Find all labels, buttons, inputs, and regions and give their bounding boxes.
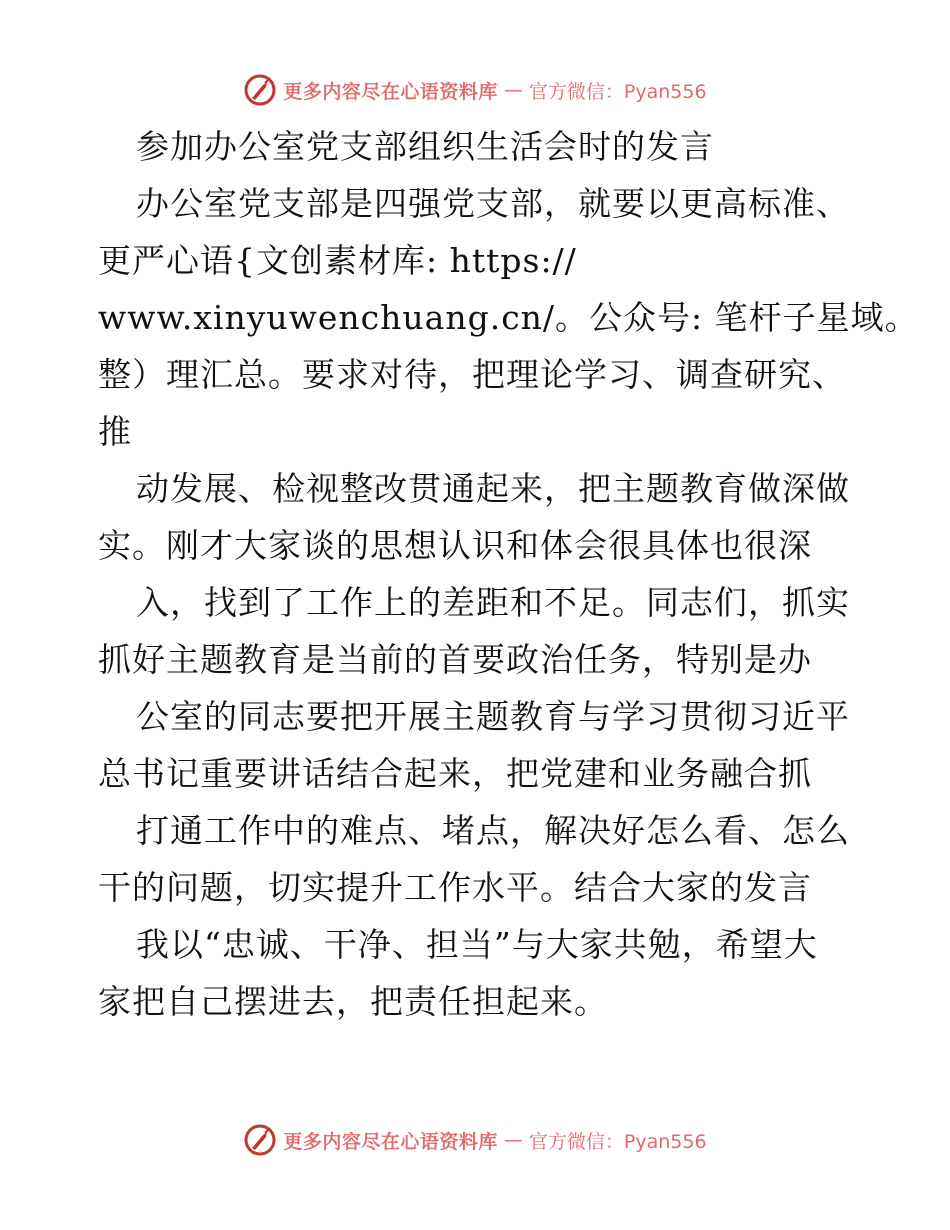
paragraph-line: 动发展、检视整改贯通起来，把主题教育做深做 <box>136 469 850 508</box>
header-watermark <box>0 70 950 110</box>
paragraph-line: 公室的同志要把开展主题教育与学习贯彻习近平 <box>136 697 850 736</box>
watermark-official-text: 官方微信：Pyan556 <box>528 1130 707 1153</box>
watermark-dash: — <box>503 79 523 101</box>
paragraph-line: 办公室党支部是四强党支部，就要以更高标准、 <box>136 184 850 223</box>
paragraph-line: 我以“忠诚、干净、担当”与大家共勉，希望大 <box>136 925 818 964</box>
paragraph-line: 实。刚才大家谈的思想认识和体会很具体也很深 <box>98 526 812 565</box>
paragraph-line: 打通工作中的难点、堵点，解决好怎么看、怎么 <box>136 811 850 850</box>
paragraph-line: 家把自己摆进去，把责任担起来。 <box>98 982 608 1021</box>
paragraph-line: 总书记重要讲话结合起来，把党建和业务融合抓 <box>98 754 812 793</box>
paragraph-line: 更严心语{文创素材库: https:// <box>98 241 577 280</box>
document-body <box>98 118 919 1030</box>
brand-logo-icon <box>243 73 277 107</box>
footer-watermark <box>0 1120 950 1160</box>
watermark-dash: — <box>503 1129 523 1151</box>
brand-logo-icon <box>243 1123 277 1157</box>
watermark-official-text: 官方微信：Pyan556 <box>528 80 707 103</box>
paragraph-line: 干的问题，切实提升工作水平。结合大家的发言 <box>98 868 812 907</box>
paragraph-line: www.xinyuwenchuang.cn/。公众号: 笔杆子星域。 <box>98 298 919 337</box>
paragraph-line: 入，找到了工作上的差距和不足。同志们，抓实 <box>136 583 850 622</box>
paragraph-line: 抓好主题教育是当前的首要政治任务，特别是办 <box>98 640 812 679</box>
watermark-brand-text: 更多内容尽在心语资料库 <box>283 1130 498 1153</box>
paragraph-line: 整）理汇总。要求对待，把理论学习、调查研究、 <box>98 355 846 394</box>
watermark-brand-text: 更多内容尽在心语资料库 <box>283 80 498 103</box>
paragraph-line: 推 <box>98 412 132 451</box>
document-title: 参加办公室党支部组织生活会时的发言 <box>136 127 714 166</box>
